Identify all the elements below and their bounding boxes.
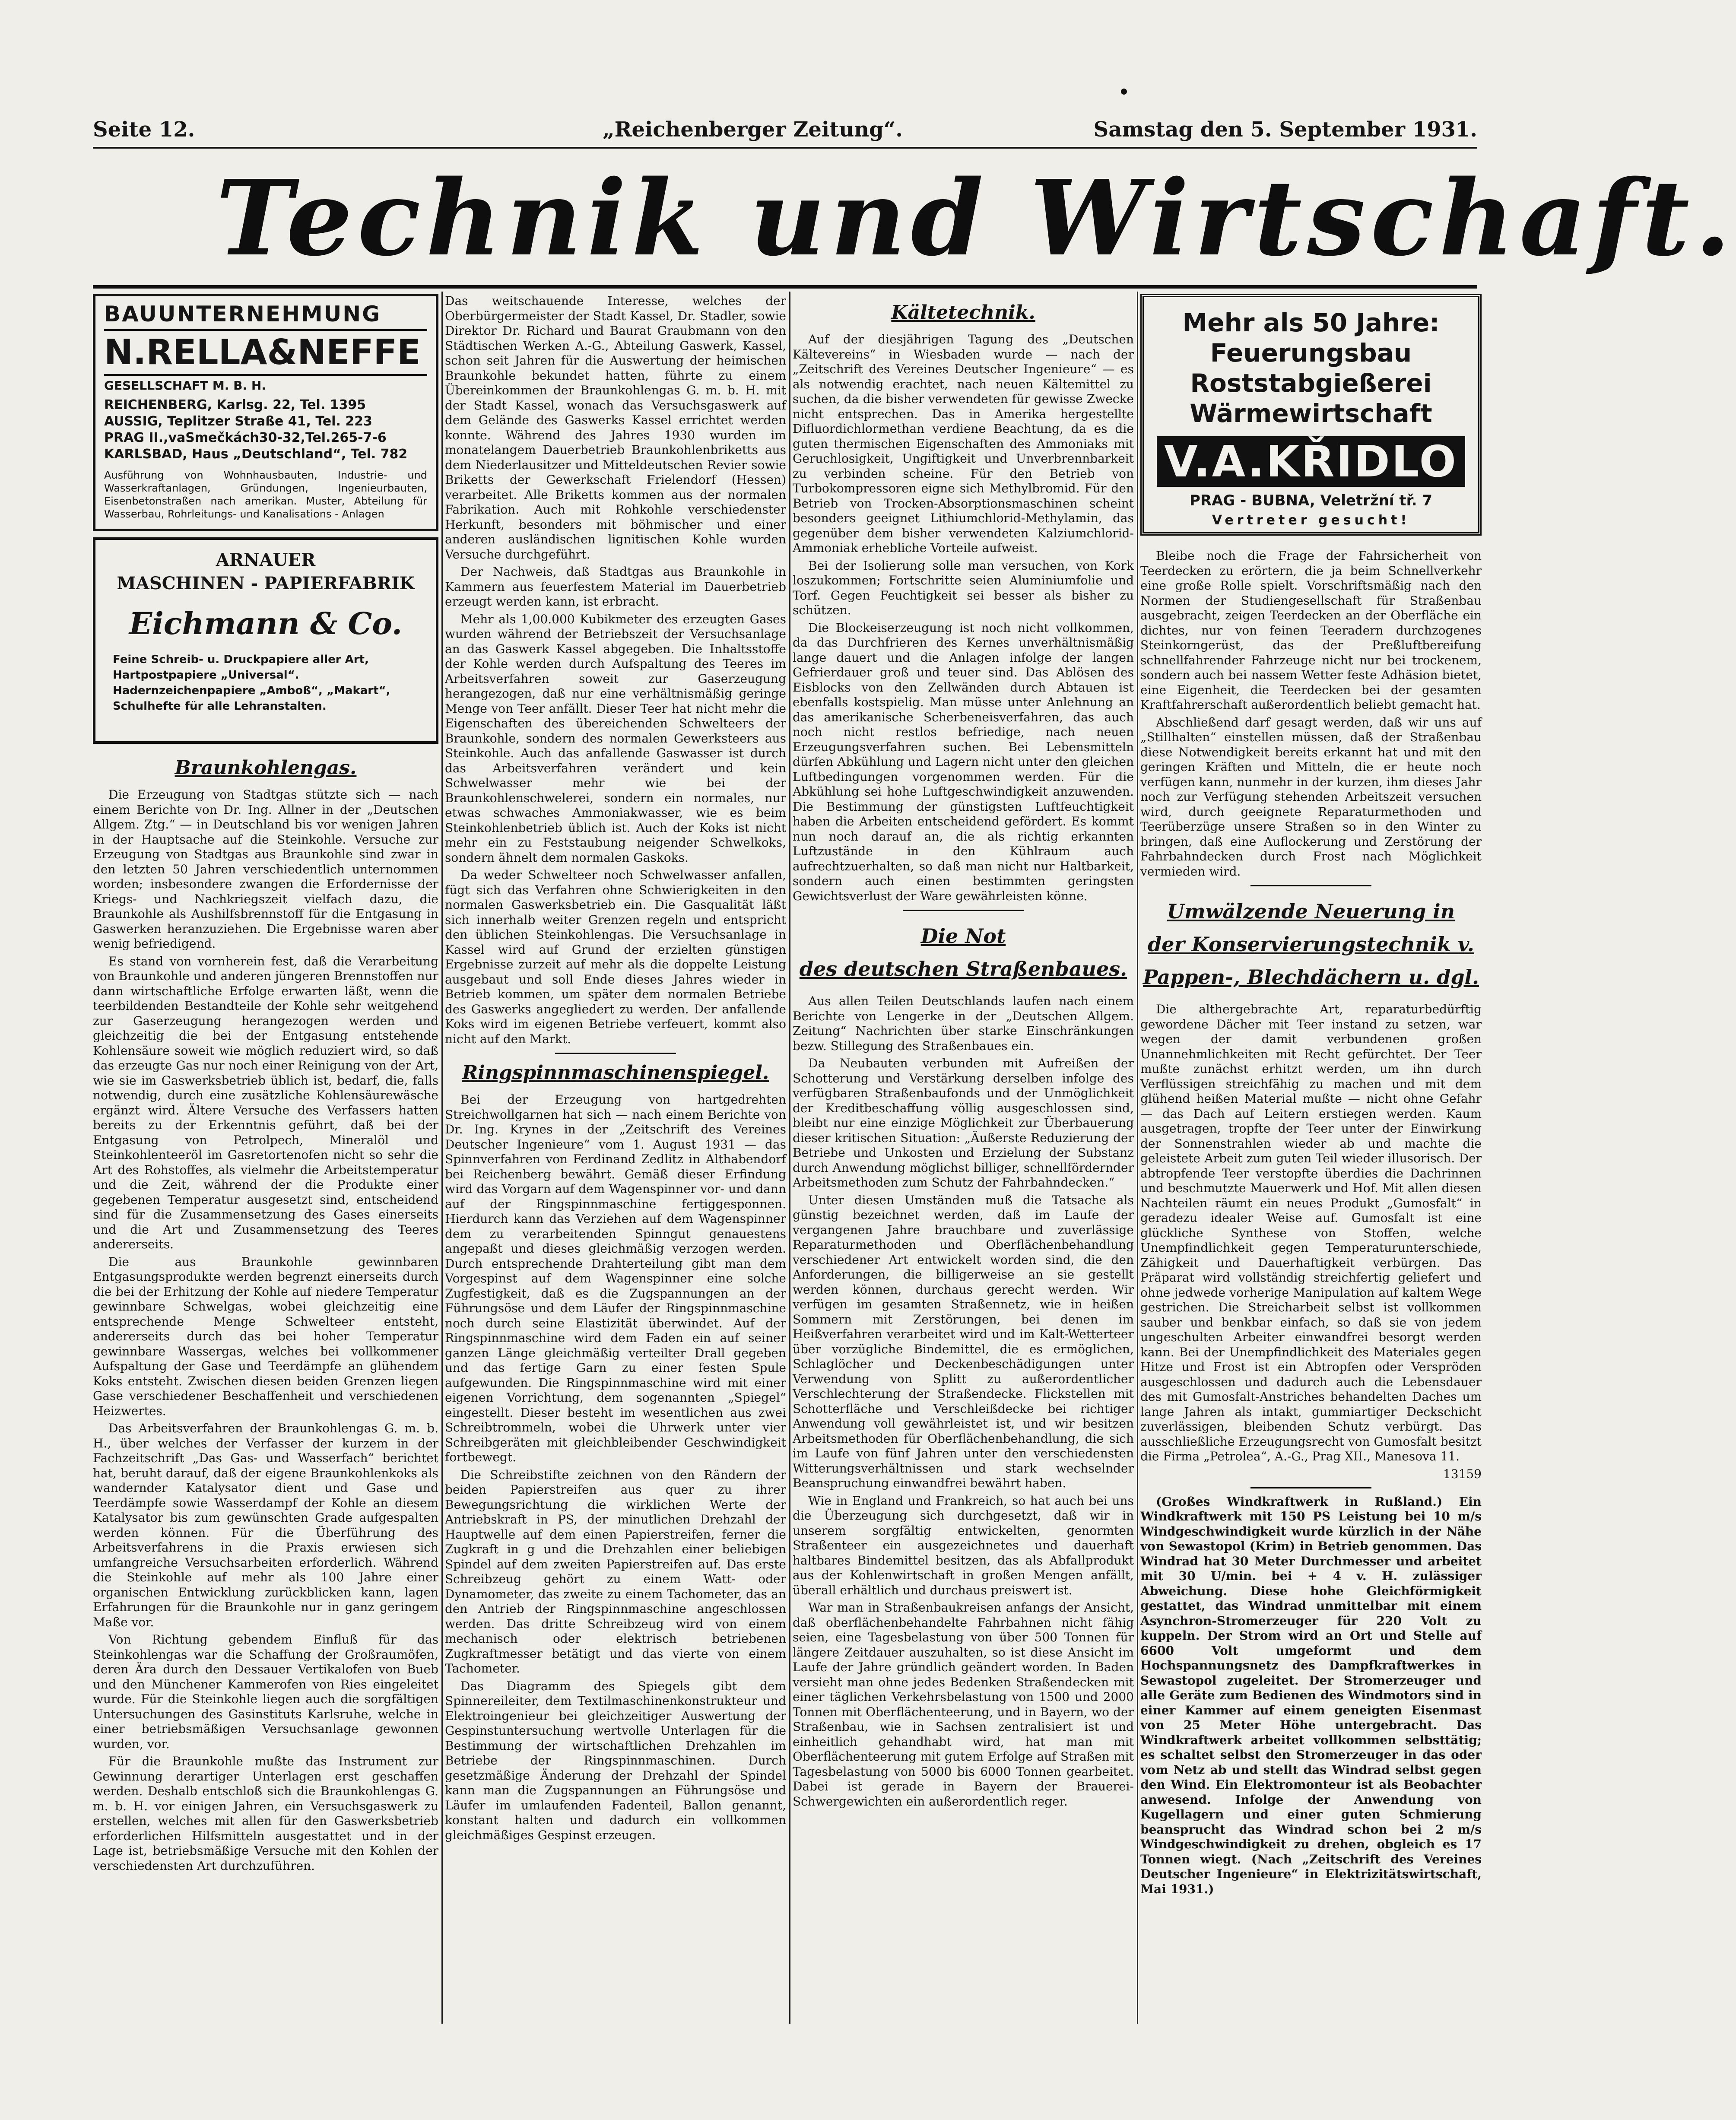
advert-eichmann-brand: Eichmann & Co. xyxy=(129,606,403,641)
paper-name: „Reichenberger Zeitung“. xyxy=(603,117,903,142)
header-rule xyxy=(93,147,1477,149)
advert-rella-address: PRAG II.,vaSmečkách30-32,Tel.265-7-6 xyxy=(104,430,387,445)
issue-date: Samstag den 5. September 1931. xyxy=(1093,117,1477,142)
section-title: Technik und Wirtschaft. xyxy=(216,157,1736,279)
advert-rella-address: REICHENBERG, Karlsg. 22, Tel. 1395 xyxy=(104,397,366,413)
advert-eichmann-item: Hartpostpapiere „Universal“. xyxy=(113,669,299,682)
column-1 xyxy=(93,294,438,2039)
column-rule xyxy=(789,292,790,2024)
article-paragraph: Von Richtung gebendem Einfluß für das Steinkohlengas war die Schaffung der Großraumöfen, deren Ära durch den Dessauer Vertikalofen von Bueb und den Münchener Kammerofen von Ries eingeleitet wurde. Für die Steinkohle liegen auch die sorgfältigen Untersuchungen des Gasinstituts Karlsruhe, welche in einer betriebsmäßigen Versuchsanlage gewonnen wurden, vor. xyxy=(93,1632,438,1751)
advert-kridlo-note: Vertreter gesucht! xyxy=(1212,513,1410,528)
article-paragraph: Die Schreibstifte zeichnen von den Rändern der beiden Papierstreifen aus quer zu ihrer Bewegungsrichtung die wirklichen Werte der Antriebskraft in PS, der minutlichen Drehzahl der Hauptwelle auf dem einen Papierstreifen, ferner die Zugkraft in g und die Drehzahlen einer beliebigen Spindel auf dem zweiten Papierstreifen auf. Das erste Schreibzeug gehört zu einem Watt- oder Dynamometer, das zweite zu einem Tachometer, das an den Antrieb der Ringspinnmaschine angeschlossen werden. Das dritte Schreibzeug wird von einem mechanisch oder elektrisch betriebenen Zugkraftmesser betätigt und das vierte von einem Tachometer. xyxy=(445,1467,786,1676)
advert-eichmann-place: ARNAUER xyxy=(216,550,316,570)
advert-kridlo-line: Feuerungsbau xyxy=(1210,338,1412,368)
article-paragraph: Auf der diesjährigen Tagung des „Deutschen Kältevereins“ in Wiesbaden wurde — nach der „Zeitschrift des Vereines Deutscher Ingenieure“ — es als notwendig erachtet, nach neuen Kältemittel zu suchen, da die bisher verwendeten für gewisse Zwecke nicht entsprechen. Das in Amerika hergestellte Difluordichlormethan verdiene Beachtung, da es die guten thermischen Eigenschaften des Ammoniaks mit Geruchlosigkeit, Ungiftigkeit und Unverbrennbarkeit zu verbinden scheine. Für den Betrieb von Turbokompressoren eigne sich Methylbromid. Für den Betrieb von Trocken-Absorptionsmaschinen scheint besonders geeignet Lithiumchlorid-Methylamin, das gegenüber dem bisher verwendeten Kalziumchlorid-Ammoniak erhebliche Vorteile aufweist. xyxy=(793,332,1134,555)
article-separator xyxy=(1250,885,1371,886)
article-separator xyxy=(1250,1487,1371,1488)
article-paragraph: Bei der Erzeugung von hartgedrehten Streichwollgarnen hat sich — nach einem Berichte von Dr. Ing. Krynes in der „Zeitschrift des Vereines Deutscher Ingenieure“ vom 1. August 1931 — das Spinnverfahren von Ferdinand Zedlitz in Althabendorf bei Reichenberg bewährt. Gemäß dieser Erfindung wird das Vorgarn auf dem Wagenspinner vor- und dann auf der Ringspinnmaschine fertiggesponnen. Hierdurch kann das Verziehen auf dem Wagenspinner dem zu verarbeitenden Spinngut genauestens angepaßt und dieses gleichmäßig verzogen werden. Durch entsprechende Drahterteilung gibt man dem Vorgespinst auf dem Wagenspinner eine solche Zugfestigkeit, daß es die Zugspannungen an der Führungsöse und dem Läufer der Ringspinnmaschine noch durch seine Elastizität überwindet. Auf der Ringspinnmaschine wird dem Faden ein auf seiner ganzen Länge gleichmäßig verteilter Drall gegeben und das fertige Garn zu einer festen Spule aufgewunden. Die Ringspinnmaschine wird mit einer eigenen Vorrichtung, dem sogenannten „Spiegel“ eingestellt. Dieser besteht im wesentlichen aus zwei Schreibtrommeln, wobei die Uhrwerk unter vier Schreibgeräten mit gleichbleibender Geschwindigkeit fortbewegt. xyxy=(445,1092,786,1464)
column-rule xyxy=(441,292,443,2024)
article-paragraph: Da weder Schwelteer noch Schwelwasser anfallen, fügt sich das Verfahren ohne Schwierigkeiten in den normalen Gaswerksbetrieb ein. Die Gasqualität läßt sich innerhalb weiter Grenzen regeln und entspricht den üblichen Steinkohlengas. Die Versuchsanlage in Kassel wird auf Grund der erzielten günstigen Ergebnisse zurzeit auf mehr als die doppelte Leistung ausgebaut und soll Ende dieses Jahres wieder in Betrieb kommen, um später dem normalen Betriebe des Gaswerks angegliedert zu werden. Der anfallende Koks wird im eigenen Betriebe verfeuert, kommt also nicht auf den Markt. xyxy=(445,868,786,1046)
article-title-braunkohlengas: Braunkohlengas. xyxy=(175,757,357,779)
article-paragraph: War man in Straßenbaukreisen anfangs der Ansicht, daß oberflächenbehandelte Fahrbahnen nicht fähig seien, eine Tagesbelastung von über 500 Tonnen für längere Zeitdauer auszuhalten, so ist diese Ansicht im Laufe der Jahre gründlich geändert worden. In Baden versieht man ohne jedes Bedenken Straßendecken mit einer täglichen Verkehrsbelastung von 1500 und 2000 Tonnen mit Oberflächenteerung, und in Bayern, wo der Straßenbau, wie in Sachsen zentralisiert ist und einheitlich gehandhabt wird, hat man mit Oberflächenteerung mit gutem Erfolge auf Straßen mit Tagesbelastung von 5000 bis 6000 Tonnen gearbeitet. Dabei ist gerade in Bayern der Brauerei-Schwergewichten ein außerordentlich reger. xyxy=(793,1600,1134,1809)
article-paragraph: Die Erzeugung von Stadtgas stützte sich — nach einem Berichte von Dr. Ing. Allner in der „Deutschen Allgem. Ztg.“ — in Deutschland bis vor wenigen Jahren in der Hauptsache auf die Steinkohle. Versuche zur Erzeugung von Stadtgas aus Braunkohle sind zwar in den letzten 50 Jahren verschiedentlich unternommen worden; insbesondere zwangen die Erfordernisse der Kriegs- und Nachkriegszeit vielfach dazu, die Braunkohle als Aushilfsbrennstoff für die Entgasung in Gaswerken heranzuziehen. Die Ergebnisse waren aber wenig befriedigend. xyxy=(93,787,438,951)
advert-eichmann xyxy=(93,537,438,744)
article-title-dach xyxy=(1140,895,1482,993)
advert-rella-brand: N.RELLA&NEFFE xyxy=(104,329,427,376)
advert-eichmann-kind: MASCHINEN - PAPIERFABRIK xyxy=(117,573,415,593)
advert-rella-address: AUSSIG, Teplitzer Straße 41, Tel. 223 xyxy=(104,414,372,429)
column-rule xyxy=(1137,292,1138,2024)
advert-rella-company: GESELLSCHAFT M. B. H. xyxy=(104,378,266,393)
article-paragraph: Unter diesen Umständen muß die Tatsache als günstig bezeichnet werden, daß im Laufe der vergangenen Jahre brauchbare und zuverlässige Reparaturmethoden und Oberflächenbehandlung verschiedener Art entwickelt worden sind, die den Anforderungen, die billigerweise an sie gestellt werden können, durchaus gerecht werden. Wir verfügen im gesamten Straßennetz, wie in heißen Sommern mit Zerstörungen, bei denen im Heißverfahren verarbeitet wird und im Kalt-Wetterteer über vorzügliche Bindemittel, die es ermöglichen, Schlaglöcher und Deckenbeschädigungen unter Verwendung von Splitt zu außerordentlicher Verschlechterung der Straßendecke. Flickstellen mit Schotterfläche und Verschleißdecke bei richtiger Anwendung voll gewährleistet ist, und wir besitzen Arbeitsmethoden für Oberflächenbehandlung, die sich im Laufe von fünf Jahren unter den verschiedensten Witterungsverhältnissen und stark wechselnder Beanspruchung einwandfrei bewährt haben. xyxy=(793,1193,1134,1490)
article-title-line: Die Not xyxy=(920,924,1006,948)
article-title-line: der Konservierungstechnik v. xyxy=(1148,933,1474,956)
article-paragraph: Die althergebrachte Art, reparaturbedürftig gewordene Dächer mit Teer instand zu setzen, war wegen der damit verbundenen großen Unannehmlichkeiten mit Recht gefürchtet. Der Teer mußte zunächst erhitzt werden, um ihn durch Verflüssigen streichfähig zu machen und mit dem glühend heißen Material mußte — nicht ohne Gefahr — das Dach auf Leitern erstiegen werden. Kaum ausgetragen, tropfte der Teer unter der Einwirkung der Sonnenstrahlen wieder ab und machte die geleistete Arbeit zum guten Teil wieder illusorisch. Der abtropfende Teer verstopfte überdies die Dachrinnen und beschmutzte Mauerwerk und Hof. Mit allen diesen Nachteilen räumt ein neues Produkt „Gumosfalt“ in geradezu idealer Weise auf. Gumosfalt ist eine glückliche Synthese von Stoffen, welche Unempfindlichkeit gegen Temperaturunterschiede, Zähigkeit und Dauerhaftigkeit verbürgen. Das Präparat wird vollständig streichfertig geliefert und ohne jedwede vorherige Manipulation auf kaltem Wege gestrichen. Die Streicharbeit selbst ist vollkommen sauber und benkbar einfach, so daß sie von jedem ungeschulten Arbeiter einwandfrei besorgt werden kann. Bei der Unempfindlichkeit des Materiales gegen Hitze und Frost ist ein Abtropfen oder Verspröden ausgeschlossen und dadurch auch die Lebensdauer des mit Gumosfalt-Anstriches behandelten Daches um lange Jahren als intakt, gummiartiger Deckschicht zuverlässigen, bleibenden Schutz verbürgt. Das ausschließliche Erzeugungsrecht von Gumosfalt besitzt die Firma „Petrolea“, A.-G., Prag XII., Manesova 11. xyxy=(1140,1002,1482,1463)
advert-kridlo-line: Wärmewirtschaft xyxy=(1190,399,1432,428)
article-paragraph: Es stand von vornherein fest, daß die Verarbeitung von Braunkohle und anderen jüngeren Brennstoffen nur dann wirtschaftliche Erfolge erwarten läßt, wenn die teerbildenden Bestandteile der Kohle sehr weitgehend zur Gaserzeugung herangezogen werden und gleichzeitig die bei der Entgasung entstehende Kohlensäure soweit wie möglich reduziert wird, so daß das erzeugte Gas nur noch einer Reinigung von der Art, wie sie im Gaswerksbetrieb üblich ist, bedarf, die, falls notwendig, durch eine zusätzliche Kohlensäurewäsche ergänzt wird. Ältere Versuche des Verfassers hatten bereits zu der Erkenntnis geführt, daß bei der Entgasung von Petrolpech, Mineralöl und Steinkohlenteeröl im Gasretortenofen nicht so sehr die Art des Rohstoffes, als vielmehr die Arbeitstemperatur und die Zeit, während der die Produkte einer gegebenen Temperatur ausgesetzt sind, entscheidend sind für die Zusammensetzung des Gases einerseits und die Art und Zusammensetzung des Teeres andererseits. xyxy=(93,954,438,1251)
article-paragraph: Das Diagramm des Spiegels gibt dem Spinnereileiter, dem Textilmaschinenkonstrukteur und Elektroingenieur bei gleichzeitiger Auswertung der Gespinstuntersuchung wertvolle Unterlagen für die Bestimmung der wirtschaftlichen Drehzahlen im Betriebe der Ringspinnmaschinen. Durch gesetzmäßige Änderung der Drehzahl der Spindel kann man die Zugspannungen an Führungsöse und Läufer im umlaufenden Fadenteil, Ballon genannt, konstant halten und dadurch ein vollkommen gleichmäßiges Gespinst erzeugen. xyxy=(445,1679,786,1842)
page-number: Seite 12. xyxy=(93,117,195,142)
article-paragraph: Bei der Isolierung solle man versuchen, von Kork loszukommen; Fortschritte seien Aluminiumfolie und Torf. Gegen Feuchtigkeit sei besser als bisher zu schützen. xyxy=(793,558,1134,617)
article-paragraph: Die aus Braunkohle gewinnbaren Entgasungsprodukte werden begrenzt einerseits durch die bei der Erhitzung der Kohle auf niedere Temperatur gewinnbare Schwelgas, wobei gleichzeitig eine entsprechende Menge Schwelteer entsteht, andererseits durch das bei hoher Temperatur gewinnbare Wassergas, welches bei vollkommener Aufspaltung der Gase und Teerdämpfe an glühendem Koks entsteht. Zwischen diesen beiden Grenzen liegen Gase verschiedener Beschaffenheit und verschiedenen Heizwertes. xyxy=(93,1254,438,1418)
advert-kridlo-line: Mehr als 50 Jahre: xyxy=(1182,308,1440,337)
article-title-line: Umwälzende Neuerung in xyxy=(1167,900,1455,923)
article-paragraph: (Großes Windkraftwerk in Rußland.) Ein Windkraftwerk mit 150 PS Leistung bei 10 m/s Windgeschwindigkeit wurde kürzlich in der Nähe von Sewastopol (Krim) in Betrieb genommen. Das Windrad hat 30 Meter Durchmesser und arbeitet mit 30 U/min. bei + 4 v. H. zulässiger Abweichung. Diese hohe Gleichförmigkeit gestattet, das Windrad unmittelbar mit einem Asynchron-Stromerzeuger für 220 Volt zu kuppeln. Der Strom wird an Ort und Stelle auf 6600 Volt umgeformt und dem Hochspannungsnetz des Dampfkraftwerkes in Sewastopol zugeleitet. Der Stromerzeuger und alle Geräte zum Bedienen des Windmotors sind in einer Kammer auf einem geneigten Eisenmast von 25 Meter Höhe untergebracht. Das Windkraftwerk arbeitet vollkommen selbsttätig; es schaltet selbst den Stromerzeuger in das oder vom Netz ab und stellt das Windrad selbst gegen den Wind. Ein Elektromonteur ist als Beobachter anwesend. Infolge der Anwendung von Kugellagern und einer guten Schmierung beansprucht das Windrad schon bei 2 m/s Windgeschwindigkeit zu drehen, obgleich es 17 Tonnen wiegt. (Nach „Zeitschrift des Vereines Deutscher Ingenieure“ in Elektrizitätswirtschaft, Mai 1931.) xyxy=(1140,1494,1482,1896)
advert-kridlo-address: PRAG - BUBNA, Veletržní tř. 7 xyxy=(1189,492,1432,509)
article-title-ringspinn: Ringspinnmaschinenspiegel. xyxy=(462,1062,769,1084)
article-paragraph: Für die Braunkohle mußte das Instrument zur Gewinnung derartiger Unterlagen erst geschaffen werden. Deshalb entschloß sich die Braunkohlengas G. m. b. H. vor einigen Jahren, ein Versuchsgaswerk zu erstellen, welches mit allen für den Gaswerksbetrieb erforderlichen Hilfsmitteln ausgestattet und in der Lage ist, betriebsmäßige Versuche mit den Kohlen der verschiedensten Art durchzuführen. xyxy=(93,1754,438,1873)
masthead-rule xyxy=(93,285,1477,289)
advert-kridlo-line: Roststabgießerei xyxy=(1190,368,1432,398)
article-title-kaeltetechnik: Kältetechnik. xyxy=(891,301,1035,324)
print-speck xyxy=(1121,89,1127,95)
article-paragraph: Mehr als 1,00.000 Kubikmeter des erzeugten Gases wurden während der Betriebszeit der Versuchsanlage an das Gaswerk Kassel abgegeben. Die Inhaltsstoffe der Kohle werden durch Aufspaltung des Teeres im Arbeitsverfahren soweit zur Gaserzeugung herangezogen, daß nur eine verhältnismäßig geringe Menge von Teer anfällt. Dieser Teer hat nicht mehr die Eigenschaften des übereichenden Schwelteers der Braunkohle, sondern des normalen Gewerksteers aus Steinkohle. Auch das anfallende Gaswasser ist durch das Arbeitsverfahren verändert und kein Schwelwasser mehr wie bei der Braunkohlenschwelerei, sondern ein normales, nur etwas schwaches Ammoniakwasser, wie es beim Steinkohlenbetrieb üblich ist. Auch der Koks ist nicht mehr ein zu Feststaubung neigender Schwelkoks, sondern ähnelt dem normalen Gaskoks. xyxy=(445,612,786,865)
article-paragraph: Das Arbeitsverfahren der Braunkohlengas G. m. b. H., über welches der Verfasser der kurzem in der Fachzeitschrift „Das Gas- und Wasserfach“ berichtet hat, beruht darauf, daß der eigene Braunkohlenkoks als wandernder Katalysator dient und Gase und Teerdämpfe sowie Wasserdampf der Kohle an diesem Katalysator bis zum gewünschten Grade aufgespalten werden können. Für die Überführung des Arbeitsverfahrens in die Praxis erwiesen sich umfangreiche Versuchsarbeiten erforderlich. Während die Steinkohle auf mehr als 100 Jahre einer organischen Entwicklung zurückblicken kann, lagen Erfahrungen für die Braunkohle nur in ganz geringem Maße vor. xyxy=(93,1421,438,1629)
article-paragraph: Bleibe noch die Frage der Fahrsicherheit von Teerdecken zu erörtern, die ja beim Schnellverkehr eine große Rolle spielt. Vorschriftsmäßig nach den Normen der Studiengesellschaft für Straßenbau ausgebracht, zeigen Teerdecken an der Oberfläche ein dichtes, nur von feinen Teeradern durchzogenes Steinkorngerüst, das der Preßluftbereifung schnellfahrender Fahrzeuge nicht nur bei trockenem, sondern auch bei nassem Wetter feste Adhäsion bietet, eine Eigenheit, die Teerdecken bei der gesamten Kraftfahrerschaft außerordentlich beliebt gemacht hat. xyxy=(1140,549,1482,712)
advert-rella-kind: BAUUNTERNEHMUNG xyxy=(104,301,381,327)
advert-rella xyxy=(93,294,438,531)
advert-kridlo xyxy=(1140,294,1482,536)
article-paragraph: Da Neubauten verbunden mit Aufreißen der Schotterung und Verstärkung derselben infolge des verfügbaren Straßenbaufonds und der Unmöglichkeit der Kreditbeschaffung völlig ausgeschlossen sind, bleibt nur eine einzige Möglichkeit zur Überbauerung dieser kritischen Situation: „Äußerste Reduzierung der Betriebe und Unkosten und Erzielung der Substanz durch Anwendung möglichst billiger, schnellfördernder Arbeitsmethoden zum Schutz der Fahrbahndecken.“ xyxy=(793,1056,1134,1190)
advert-eichmann-products xyxy=(113,652,419,714)
article-paragraph: Abschließend darf gesagt werden, daß wir uns auf „Stillhalten“ einstellen müssen, daß der Straßenbau diese Notwendigkeit bereits erkannt hat und mit den geringen Kräften und Mitteln, die er heute noch verfügen kann, nunmehr in der kurzen, ihm dieses Jahr noch zur Verfügung stehenden Arbeitszeit versuchen wird, durch geeignete Reparaturmethoden und Teerüberzüge unsere Straßen so in den Winter zu bringen, daß eine Auflockerung und Zerstörung der Fahrbahndecken durch Frost nach Möglichkeit vermieden wird. xyxy=(1140,715,1482,879)
article-paragraph: Der Nachweis, daß Stadtgas aus Braunkohle in Kammern aus feuerfestem Material im Dauerbetrieb erzeugt werden kann, ist erbracht. xyxy=(445,565,786,609)
page-header xyxy=(93,113,1477,148)
advert-eichmann-item: Hadernzeichenpapiere „Amboß“, „Makart“, xyxy=(113,684,390,697)
article-separator xyxy=(903,910,1024,911)
article-signature: 13159 xyxy=(1443,1466,1482,1481)
advert-rella-address: KARLSBAD, Haus „Deutschland“, Tel. 782 xyxy=(104,447,408,462)
advert-rella-description: Ausführung von Wohnhausbauten, Industrie- und Wasserkraftanlagen, Gründungen, Ingenieurbauten, Eisenbetonstraßen nach amerikan. Muster, Abteilung für Wasserbau, Rohrleitungs- und Kanalisations - Anlagen xyxy=(104,469,427,520)
article-separator xyxy=(555,1053,676,1054)
advert-eichmann-item: Schulhefte für alle Lehranstalten. xyxy=(113,700,327,713)
article-paragraph: Wie in England und Frankreich, so hat auch bei uns die Überzeugung sich durchgesetzt, daß wir in unserem sorgfältig entwickelten, genormten Straßenteer ein ausgezeichnetes und dauerhaft haltbares Bindemittel besitzen, das als Abfallprodukt aus der Kohlenwirtschaft in großen Mengen anfällt, überall erhältlich und durchaus preiswert ist. xyxy=(793,1493,1134,1597)
article-title-strassenbau xyxy=(793,920,1134,985)
advert-rella-addresses xyxy=(104,397,427,463)
advert-eichmann-item: Feine Schreib- u. Druckpapiere aller Art, xyxy=(113,653,369,666)
article-paragraph: Die Blockeiserzeugung ist noch nicht vollkommen, da das Durchfrieren des Kernes unverhältnismäßig lange dauert und die Anlagen infolge der langen Gefrierdauer groß und teuer sind. Das Ablösen des Eisblocks von den Zellwänden durch Abtauen ist ebenfalls kostspielig. Man müsse unter Anlehnung an das amerikanische Scherbeneisverfahren, das auch noch nicht restlos befriedige, nach neuen Erzeugungsverfahren suchen. Bei Lebensmitteln dürfen Abkühlung und Lagern nicht unter den gleichen Luftbedingungen vorgenommen werden. Für die Abkühlung sei hohe Luftgeschwindigkeit anzuwenden. Die Bestimmung der günstigsten Luftfeuchtigkeit haben die Arbeiten entscheidend gefördert. Es kommt nun noch darauf an, die als richtig erkannten Luftzustände in den Kühlraum auch aufrechtzuerhalten, so daß man nicht nur Haltbarkeit, sondern auch einen bestimmten geringsten Gewichtsverlust der Ware gewährleisten könne. xyxy=(793,620,1134,903)
column-2 xyxy=(445,294,786,2022)
column-3 xyxy=(793,294,1134,2022)
article-paragraph: Aus allen Teilen Deutschlands laufen nach einem Berichte von Lengerke in der „Deutschen Allgem. Zeitung“ Nachrichten über starke Einschränkungen bezw. Stillegung des Straßenbaues ein. xyxy=(793,994,1134,1053)
article-paragraph: Das weitschauende Interesse, welches der Oberbürgermeister der Stadt Kassel, Dr. Stadler, sowie Direktor Dr. Richard und Baurat Graubmann von den Städtischen Werken A.-G., Abteilung Gaswerk, Kassel, schon seit Jahren für die Auswertung der heimischen Braunkohle bekundet hatten, führte zu einem Übereinkommen der Braunkohlengas G. m. b. H. mit der Stadt Kassel, wonach das Versuchsgaswerk auf dem Gelände des Gaswerks Kassel errichtet werden konnte. Während des Jahres 1930 wurden im monatelangem Dauerbetrieb Braunkohlenbriketts aus dem Niederlausitzer und Mitteldeutschen Revier sowie Briketts der Gewerkschaft Frielendorf (Hessen) verarbeitet. Alle Briketts kommen aus der normalen Fabrikation. Auch mit Rohkohle verschiedenster Herkunft, besonders mit böhmischer und einer anderen ausländischen lignitischen Kohle wurden Versuche durchgeführt. xyxy=(445,294,786,562)
column-4 xyxy=(1140,294,1482,2022)
article-title-line: des deutschen Straßenbaues. xyxy=(799,957,1127,981)
article-title-line: Pappen-, Blechdächern u. dgl. xyxy=(1143,965,1479,989)
advert-kridlo-brand: V.A.KŘIDLO xyxy=(1157,436,1465,487)
